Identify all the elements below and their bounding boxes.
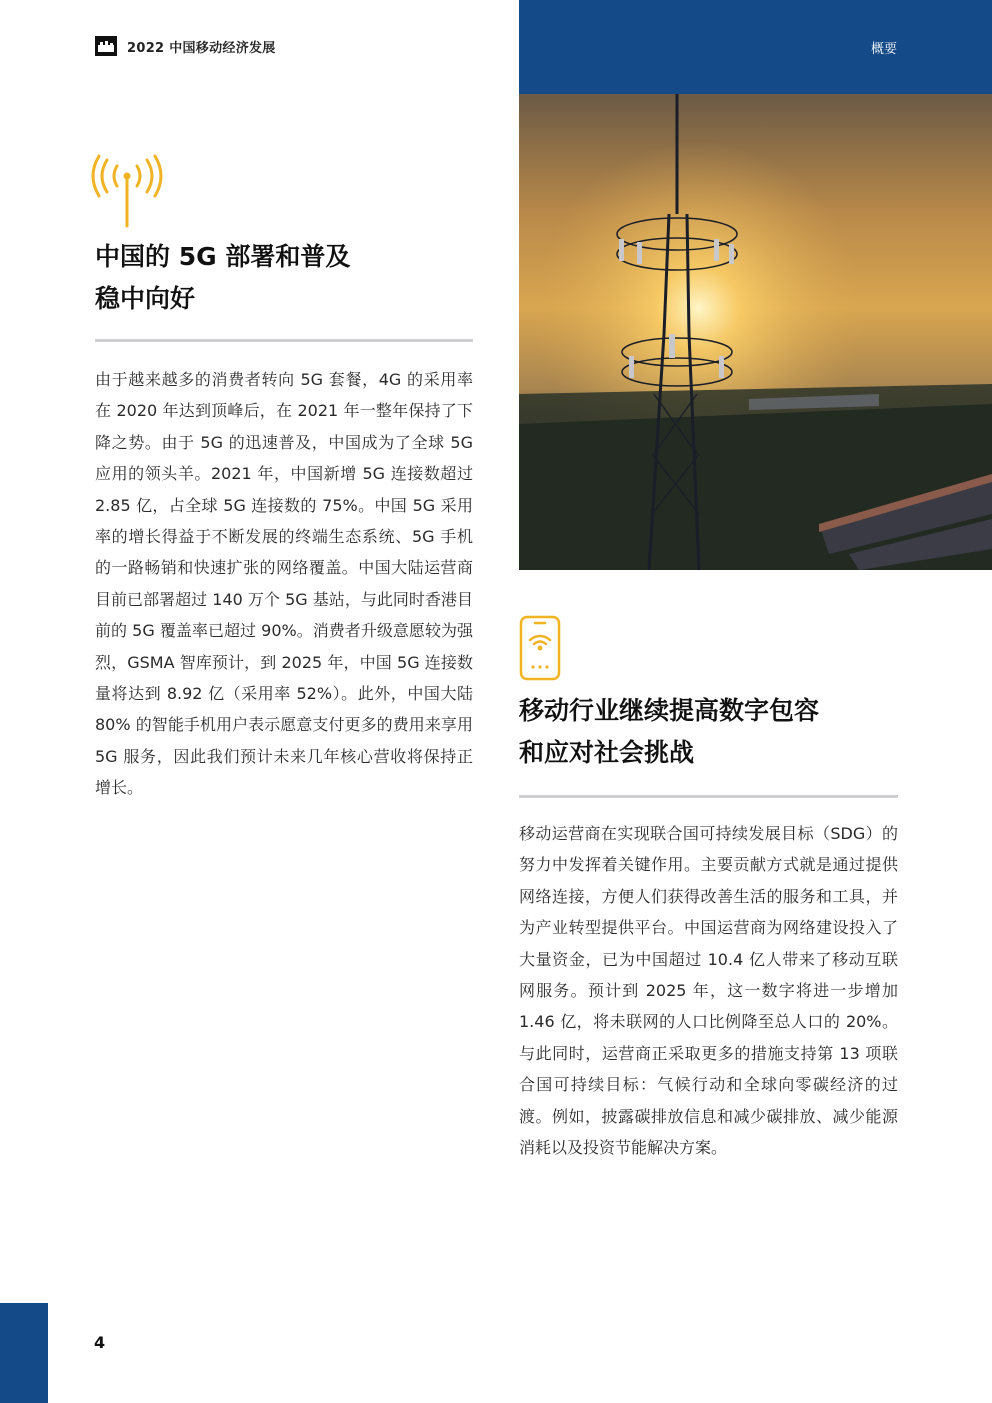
section1-title bbox=[95, 236, 350, 320]
report-title: 2022 中国移动经济发展 bbox=[127, 41, 276, 56]
section1-title-line2: 稳中向好 bbox=[95, 284, 196, 313]
section-label: 概要 bbox=[870, 42, 897, 57]
section2-title-line1: 移动行业继续提高数字包容 bbox=[519, 696, 820, 725]
footer-accent-bar bbox=[0, 1303, 48, 1403]
smartphone-wifi-icon bbox=[519, 615, 561, 681]
section-header-bar bbox=[519, 0, 992, 94]
section1-body: 由于越来越多的消费者转向 5G 套餐，4G 的采用率在 2020 年达到顶峰后，在 2021 年一整年保持了下降之势。由于 5G 的迅速普及，中国成为了全球 5G 应用的领头羊。2021 年，中国新增 5G 连接数超过 2.85 亿，占全球 5G 连接数的 75%。中国 5G 采用率的增长得益于不断发展的终端生态系统、5G 手机的一路畅销和快速扩张的网络覆盖。中国大陆运营商目前已部署超过 140 万个 5G 基站，与此同时香港目前的 5G 覆盖率已超过 90%。消费者升级意愿较为强烈，GSMA 智库预计，到 2025 年，中国 5G 连接数量将达到 8.92 亿（采用率 52%）。此外，中国大陆 80% 的智能手机用户表示愿意支付更多的费用来享用 5G 服务，因此我们预计未来几年核心营收将保持正增长。 bbox=[95, 370, 473, 798]
cell-tower-photo bbox=[519, 94, 992, 570]
section2-title bbox=[519, 690, 819, 774]
section2-body: 移动运营商在实现联合国可持续发展目标（SDG）的努力中发挥着关键作用。主要贡献方式就是通过提供网络连接，方便人们获得改善生活的服务和工具，并为产业转型提供平台。中国运营商为网络建设投入了大量资金，已为中国超过 10.4 亿人带来了移动互联网服务。预计到 2025 年，这一数字将进一步增加 1.46 亿，将未联网的人口比例降至总人口的 20%。与此同时，运营商正采取更多的措施支持第 13 项联合国可持续目标：气候行动和全球向零碳经济的过渡。例如，披露碳排放信息和减少碳排放、减少能源消耗以及投资节能解决方案。 bbox=[519, 824, 898, 1158]
section1-title-line1: 中国的 5G 部署和普及 bbox=[95, 242, 351, 271]
section2-title-line2: 和应对社会挑战 bbox=[519, 738, 695, 767]
section1-divider bbox=[95, 339, 473, 342]
section2-divider bbox=[519, 795, 898, 798]
gsma-logo-icon bbox=[95, 36, 117, 56]
antenna-signal-icon bbox=[91, 154, 163, 228]
page-number: 4 bbox=[94, 1333, 106, 1352]
